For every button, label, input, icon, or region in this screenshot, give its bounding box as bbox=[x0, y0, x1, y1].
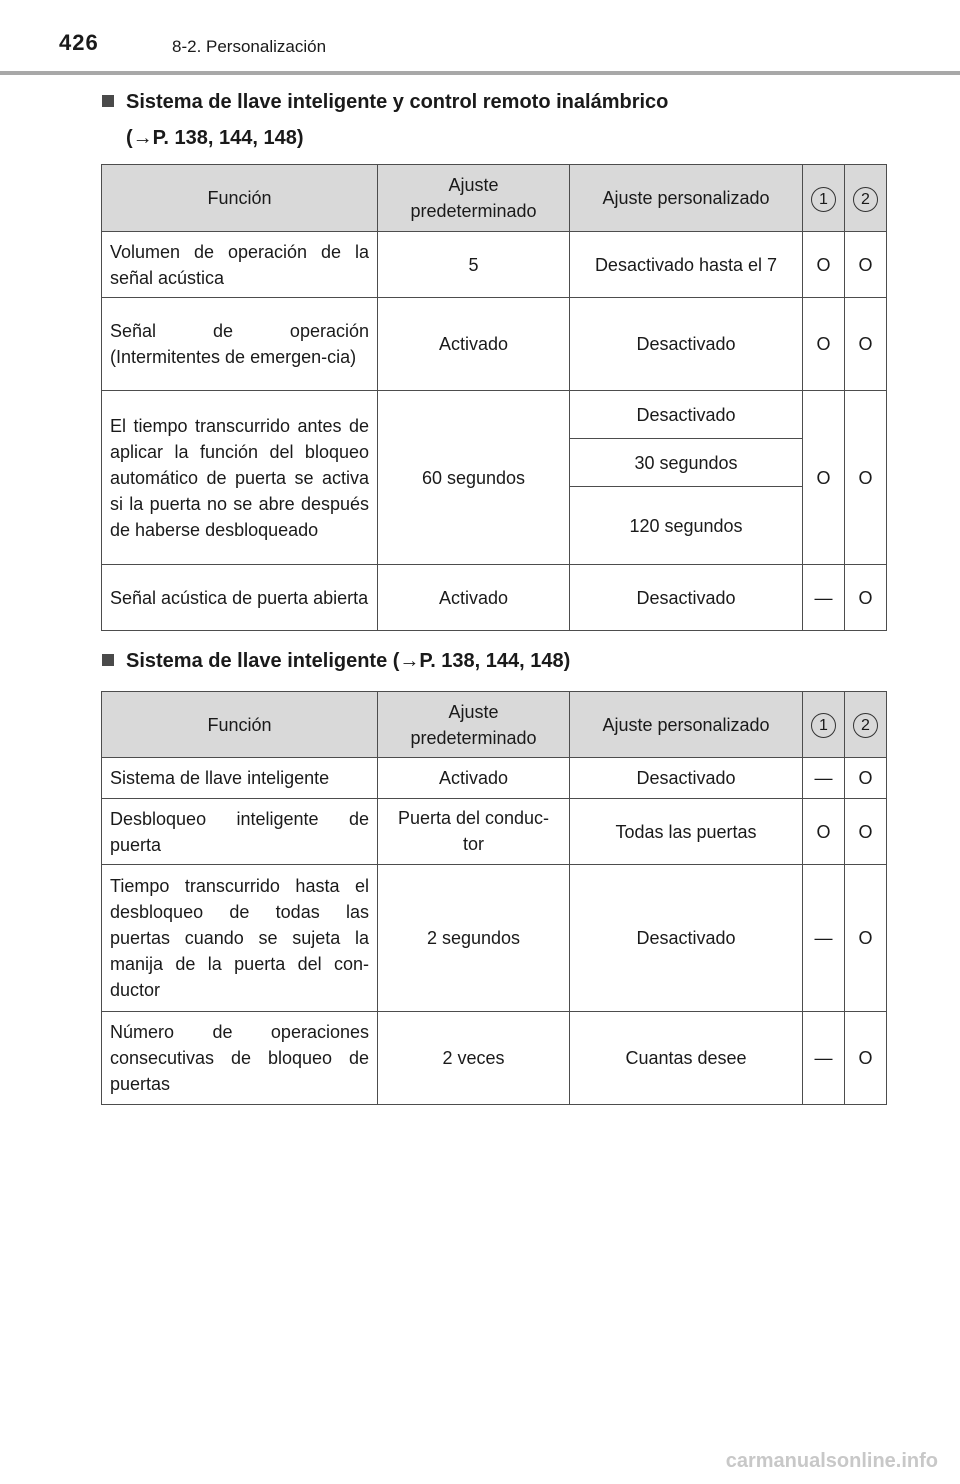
section1-heading-line2: (→P. 138, 144, 148) bbox=[126, 127, 304, 149]
header-col2 bbox=[845, 165, 887, 232]
section2-heading bbox=[102, 643, 570, 679]
table-smart-key-remote bbox=[101, 164, 887, 631]
section1-heading-line1: Sistema de llave inteligente y control remoto inalámbrico bbox=[126, 91, 669, 113]
table-row bbox=[102, 391, 887, 439]
square-bullet-icon bbox=[102, 95, 114, 107]
cell-custom-option: Desactivado bbox=[570, 391, 803, 439]
circled-two-icon: 2 bbox=[853, 187, 878, 212]
cell-custom: Desactivado bbox=[570, 758, 803, 799]
header-custom: Ajuste personalizado bbox=[570, 165, 803, 232]
circled-one-icon: 1 bbox=[811, 713, 836, 738]
cell-custom: Desactivado bbox=[570, 565, 803, 631]
cell-function: Sistema de llave inteligente bbox=[102, 758, 378, 799]
section-label: 8-2. Personalización bbox=[172, 37, 327, 56]
cell-col1: O bbox=[803, 799, 845, 865]
table-row bbox=[102, 865, 887, 1012]
header-rule bbox=[0, 71, 960, 75]
table-smart-key bbox=[101, 691, 887, 1105]
header-default: Ajuste predeterminado bbox=[378, 692, 570, 758]
table-row bbox=[102, 799, 887, 865]
cell-col2: O bbox=[845, 232, 887, 298]
square-bullet-icon bbox=[102, 654, 114, 666]
cell-default: Activado bbox=[378, 298, 570, 391]
table-row bbox=[102, 1012, 887, 1105]
cell-col1: — bbox=[803, 1012, 845, 1105]
table-row bbox=[102, 298, 887, 391]
cell-col2: O bbox=[845, 865, 887, 1012]
cell-col2: O bbox=[845, 799, 887, 865]
cell-col1: O bbox=[803, 391, 845, 565]
circled-one-icon: 1 bbox=[811, 187, 836, 212]
cell-default: Puerta del conduc- tor bbox=[378, 799, 570, 865]
cell-custom-option: 30 segundos bbox=[570, 439, 803, 487]
cell-function: Tiempo transcurrido hasta el desbloqueo de todas las puertas cuando se sujeta la manija de la puerta del con-ductor bbox=[102, 865, 378, 1012]
table-header-row bbox=[102, 692, 887, 758]
table-row bbox=[102, 232, 887, 298]
cell-col1: O bbox=[803, 232, 845, 298]
cell-col1: — bbox=[803, 865, 845, 1012]
table-row bbox=[102, 758, 887, 799]
cell-col1: — bbox=[803, 758, 845, 799]
cell-col2: O bbox=[845, 298, 887, 391]
section1-heading bbox=[102, 84, 668, 156]
cell-function: Volumen de operación de la señal acústica bbox=[102, 232, 378, 298]
cell-custom: Desactivado hasta el 7 bbox=[570, 232, 803, 298]
cell-default: 5 bbox=[378, 232, 570, 298]
section2-heading-text: Sistema de llave inteligente (→P. 138, 144, 148) bbox=[126, 650, 571, 672]
page-number: 426 bbox=[59, 30, 99, 55]
cell-function: Número de operaciones consecutivas de bloqueo de puertas bbox=[102, 1012, 378, 1105]
header-col1 bbox=[803, 692, 845, 758]
cell-custom: Todas las puertas bbox=[570, 799, 803, 865]
cell-col2: O bbox=[845, 565, 887, 631]
header-col2 bbox=[845, 692, 887, 758]
cell-col2: O bbox=[845, 391, 887, 565]
table-row bbox=[102, 565, 887, 631]
circled-two-icon: 2 bbox=[853, 713, 878, 738]
cell-function: Desbloqueo inteligente de puerta bbox=[102, 799, 378, 865]
header-custom: Ajuste personalizado bbox=[570, 692, 803, 758]
cell-default: 2 veces bbox=[378, 1012, 570, 1105]
cell-default: 2 segundos bbox=[378, 865, 570, 1012]
cell-default: Activado bbox=[378, 565, 570, 631]
cell-col2: O bbox=[845, 1012, 887, 1105]
header-default: Ajuste predeterminado bbox=[378, 165, 570, 232]
cell-function: Señal acústica de puerta abierta bbox=[102, 565, 378, 631]
table-header-row bbox=[102, 165, 887, 232]
cell-col2: O bbox=[845, 758, 887, 799]
cell-default: 60 segundos bbox=[378, 391, 570, 565]
cell-custom: Cuantas desee bbox=[570, 1012, 803, 1105]
cell-custom: Desactivado bbox=[570, 865, 803, 1012]
watermark: carmanualsonline.info bbox=[725, 1450, 938, 1472]
header-function: Función bbox=[102, 165, 378, 232]
cell-custom: Desactivado bbox=[570, 298, 803, 391]
cell-function: El tiempo transcurrido antes de aplicar la función del bloqueo automático de puerta se activa si la puerta no se abre después de haberse desbloqueado bbox=[102, 391, 378, 565]
header-col1 bbox=[803, 165, 845, 232]
header-function: Función bbox=[102, 692, 378, 758]
cell-custom-option: 120 segundos bbox=[570, 487, 803, 565]
cell-col1: — bbox=[803, 565, 845, 631]
cell-col1: O bbox=[803, 298, 845, 391]
cell-default: Activado bbox=[378, 758, 570, 799]
cell-function: Señal de operación (Intermitentes de emergen-cia) bbox=[102, 298, 378, 391]
